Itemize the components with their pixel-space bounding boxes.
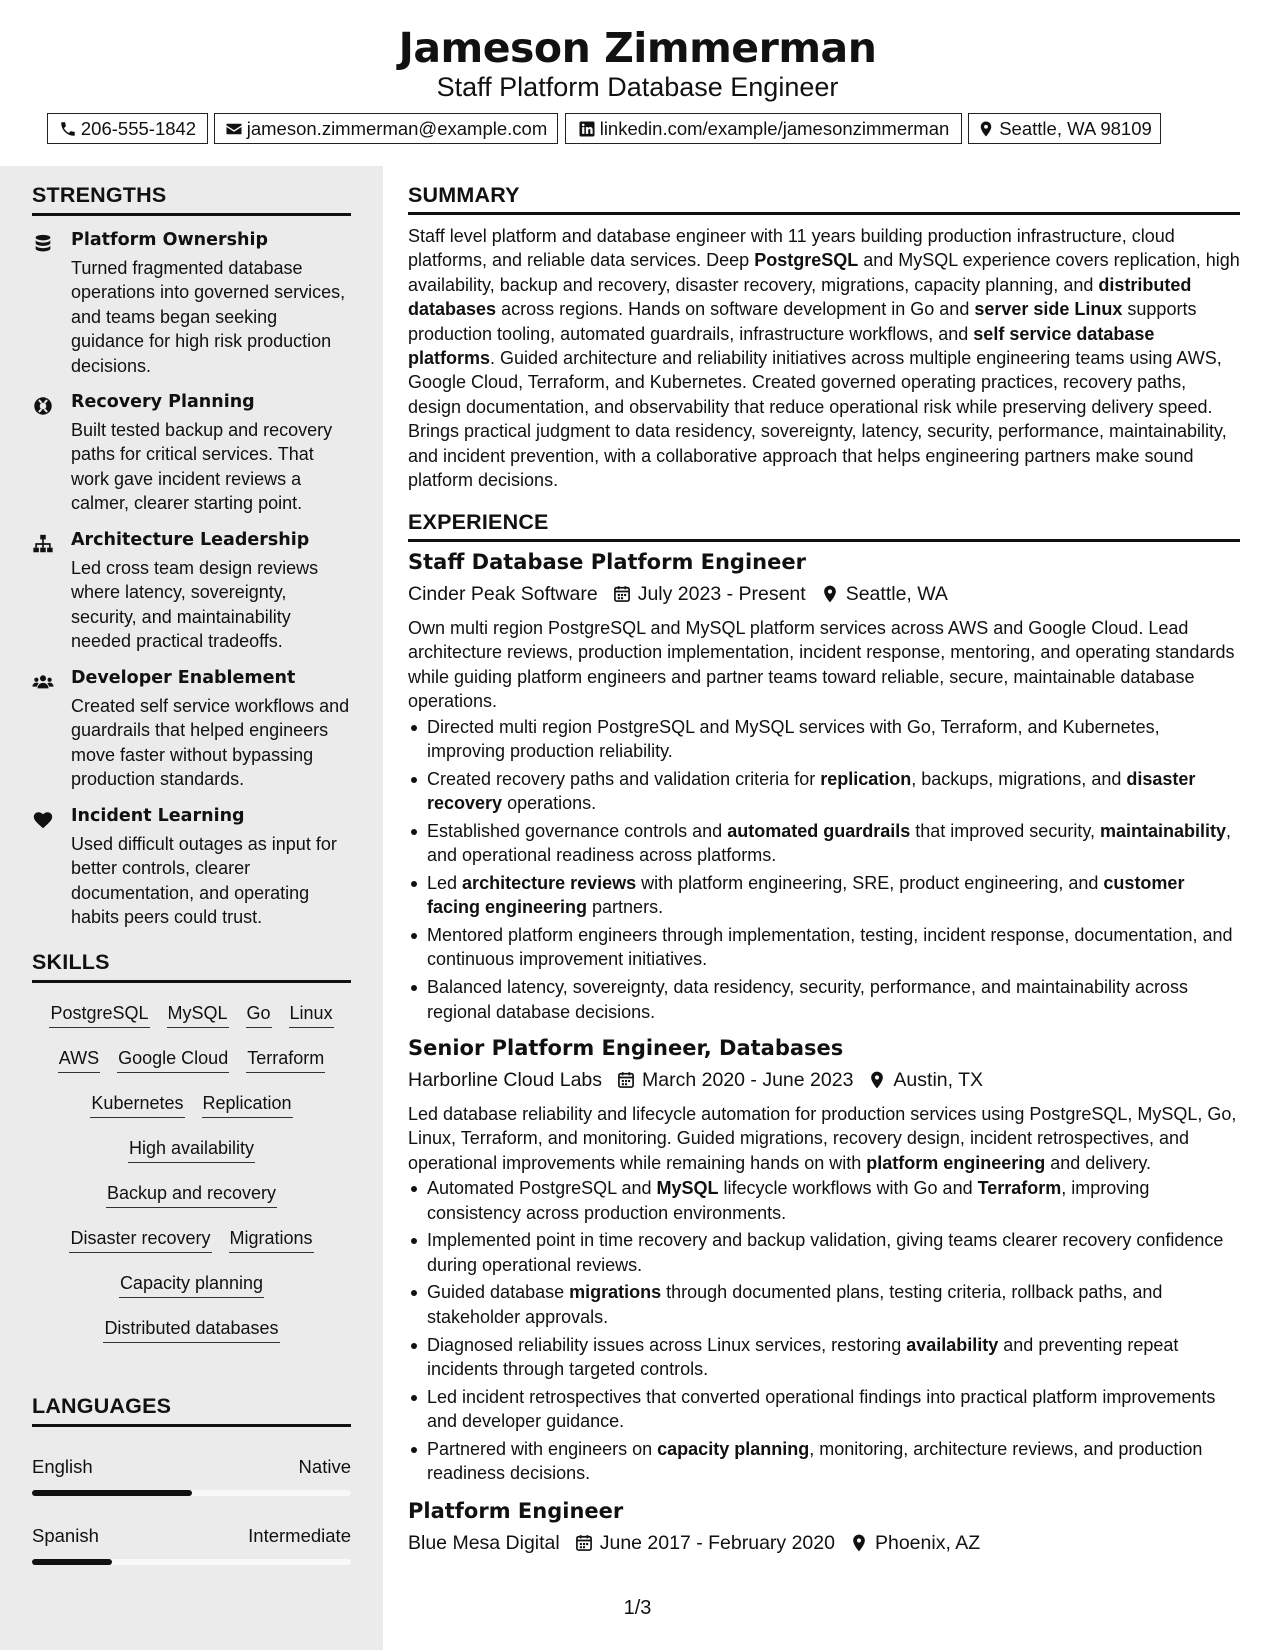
skills-heading: SKILLS — [32, 950, 351, 983]
candidate-name: Jameson Zimmerman — [398, 24, 877, 72]
job-description: Own multi region PostgreSQL and MySQL platform services across AWS and Google Cloud. Lead architecture reviews, production implementation, incident response, mentoring, and operating standards while guiding platform engineers and partner teams toward reliable, secure, maintainable database operations. — [408, 618, 1235, 712]
calendar-icon — [574, 1533, 594, 1553]
strength-name: Developer Enablement — [71, 668, 296, 688]
candidate-title: Staff Platform Database Engineer — [436, 72, 839, 102]
linkedin-text: linkedin.com/example/jamesonzimmerman — [599, 117, 950, 139]
language-proficiency-fill — [32, 1559, 112, 1565]
language-proficiency-bar — [32, 1559, 351, 1565]
language-proficiency-bar — [32, 1490, 351, 1496]
job-meta — [408, 1067, 1240, 1093]
skill-tag: MySQL — [167, 1001, 229, 1028]
job-bullet: Established governance controls and automated guardrails that improved security, maintainability, and operational readiness across platforms. — [408, 819, 1240, 868]
job-dates: July 2023 - Present — [637, 582, 806, 605]
strength-name: Incident Learning — [71, 806, 245, 826]
job-meta — [408, 1530, 1240, 1556]
job-bullet: Led incident retrospectives that converted operational findings into practical platform improvements and developer guidance. — [408, 1385, 1240, 1434]
sitemap-icon — [32, 533, 54, 555]
skill-tag: Backup and recovery — [106, 1181, 277, 1208]
strength-description: Led cross team design reviews where latency, sovereignty, security, and maintainability needed practical tradeoffs. — [71, 558, 319, 652]
job-bullets — [408, 715, 1240, 1024]
job-title: Staff Database Platform Engineer — [408, 550, 806, 574]
skill-tag: Disaster recovery — [69, 1226, 211, 1253]
job-location: Austin, TX — [893, 1068, 984, 1091]
contact-location — [968, 113, 1161, 144]
job-bullet: Guided database migrations through documented plans, testing criteria, rollback paths, and stakeholder approvals. — [408, 1280, 1240, 1329]
linkedin-icon — [578, 120, 596, 138]
calendar-icon — [616, 1070, 636, 1090]
skill-tag: Linux — [289, 1001, 334, 1028]
strength-name: Recovery Planning — [71, 392, 255, 412]
map-marker-icon — [977, 120, 995, 138]
job-bullet: Implemented point in time recovery and backup validation, giving teams clearer recovery confidence during operational reviews. — [408, 1228, 1240, 1277]
envelope-icon — [225, 120, 243, 138]
job-dates: June 2017 - February 2020 — [599, 1531, 835, 1554]
job-meta — [408, 581, 1240, 607]
experience-heading: EXPERIENCE — [408, 510, 1240, 542]
job-title: Senior Platform Engineer, Databases — [408, 1036, 844, 1060]
job-company: Harborline Cloud Labs — [408, 1068, 603, 1091]
life-ring-icon — [32, 395, 54, 417]
skill-tag: Kubernetes — [90, 1091, 184, 1118]
job-title: Platform Engineer — [408, 1499, 624, 1523]
location-text: Seattle, WA 98109 — [999, 117, 1152, 139]
languages-heading: LANGUAGES — [32, 1394, 351, 1427]
skill-tag: AWS — [58, 1046, 100, 1073]
skill-tag: Terraform — [246, 1046, 325, 1073]
job-dates: March 2020 - June 2023 — [642, 1068, 854, 1091]
language-proficiency-fill — [32, 1490, 192, 1496]
job-location: Phoenix, AZ — [874, 1531, 981, 1554]
language-level: Native — [298, 1456, 351, 1477]
job-bullet: Led architecture reviews with platform engineering, SRE, product engineering, and customer facing engineering partners. — [408, 871, 1240, 920]
map-marker-icon — [867, 1070, 887, 1090]
heart-icon — [32, 809, 54, 831]
summary-heading: SUMMARY — [408, 183, 1240, 215]
job-entry — [408, 550, 1240, 1027]
job-bullet: Directed multi region PostgreSQL and MySQL services with Go, Terraform, and Kubernetes, improving production reliability. — [408, 715, 1240, 764]
job-bullet: Partnered with engineers on capacity planning, monitoring, architecture reviews, and production readiness decisions. — [408, 1437, 1240, 1486]
page-number: 1/3 — [623, 1597, 652, 1619]
job-bullet: Created recovery paths and validation criteria for replication, backups, migrations, and disaster recovery operations. — [408, 767, 1240, 816]
skill-tag: Go — [246, 1001, 272, 1028]
map-marker-icon — [820, 584, 840, 604]
job-company: Cinder Peak Software — [408, 582, 598, 605]
skill-tag: Capacity planning — [119, 1271, 264, 1298]
job-company: Blue Mesa Digital — [408, 1531, 560, 1554]
contact-email[interactable] — [214, 113, 558, 144]
map-marker-icon — [849, 1533, 869, 1553]
strength-description: Turned fragmented database operations into governed services, and teams began seeking guidance for high risk production decisions. — [71, 258, 346, 376]
strength-description: Created self service workflows and guardrails that helped engineers move faster without bypassing production standards. — [71, 696, 350, 790]
database-icon — [32, 233, 54, 255]
users-icon — [32, 671, 54, 693]
language-name: Spanish — [32, 1525, 99, 1546]
job-description: Led database reliability and lifecycle automation for production services using PostgreSQL, MySQL, Go, Linux, Terraform, and monitoring. Guided migrations, recovery design, incident retrospectives, and operational improvements while remaining hands on with platform engineering and delivery. — [408, 1104, 1237, 1173]
contact-linkedin[interactable] — [565, 113, 962, 144]
language-name: English — [32, 1456, 93, 1477]
skills-list — [32, 1001, 351, 1361]
job-bullet: Diagnosed reliability issues across Linux services, restoring availability and preventing repeat incidents through targeted controls. — [408, 1333, 1240, 1382]
job-location: Seattle, WA — [845, 582, 948, 605]
job-bullets — [408, 1176, 1240, 1485]
phone-icon — [59, 120, 77, 138]
strength-description: Built tested backup and recovery paths for critical services. That work gave incident reviews a calmer, clearer starting point. — [71, 420, 333, 514]
job-bullet: Balanced latency, sovereignty, data residency, security, performance, and maintainability across regional database decisions. — [408, 975, 1240, 1024]
sidebar — [0, 166, 383, 1650]
skill-tag: Replication — [202, 1091, 293, 1118]
skill-tag: PostgreSQL — [49, 1001, 149, 1028]
email-text: jameson.zimmerman@example.com — [246, 117, 548, 139]
job-bullet: Mentored platform engineers through implementation, testing, incident response, documentation, and continuous improvement initiatives. — [408, 923, 1240, 972]
resume-header — [0, 0, 1275, 166]
language-level: Intermediate — [248, 1525, 351, 1546]
job-entry — [408, 1036, 1240, 1489]
skill-tag: Distributed databases — [103, 1316, 279, 1343]
summary-text: Staff level platform and database engineer with 11 years building production infrastructure, cloud platforms, and reliable data services. Deep PostgreSQL and MySQL experience covers replication, high availability, backup and recovery, disaster recovery, migrations, capacity planning, and distributed databases across regions. Hands on software development in Go and server side Linux supports production tooling, automated guardrails, infrastructure workflows, and self service database platforms. Guided architecture and reliability initiatives across multiple engineering teams using AWS, Google Cloud, Terraform, and Kubernetes. Created governed operating practices, recovery paths, design documentation, and observability that reduce operational risk while preserving delivery speed. Brings practical judgment to data residency, sovereignty, latency, security, performance, maintainability, and incident prevention, with a collaborative approach that helps engineering partners make sound platform decisions. — [408, 226, 1240, 491]
strength-name: Architecture Leadership — [71, 530, 310, 550]
calendar-icon — [612, 584, 632, 604]
job-entry — [408, 1499, 1240, 1556]
contact-phone[interactable] — [47, 113, 208, 144]
strength-name: Platform Ownership — [71, 230, 268, 250]
skill-tag: Google Cloud — [117, 1046, 229, 1073]
phone-text: 206-555-1842 — [80, 117, 197, 139]
strengths-heading: STRENGTHS — [32, 183, 351, 216]
job-bullet: Automated PostgreSQL and MySQL lifecycle workflows with Go and Terraform, improving consistency across production environments. — [408, 1176, 1240, 1225]
skill-tag: Migrations — [229, 1226, 314, 1253]
strength-description: Used difficult outages as input for better controls, clearer documentation, and operating habits peers could trust. — [71, 834, 337, 928]
skill-tag: High availability — [128, 1136, 255, 1163]
